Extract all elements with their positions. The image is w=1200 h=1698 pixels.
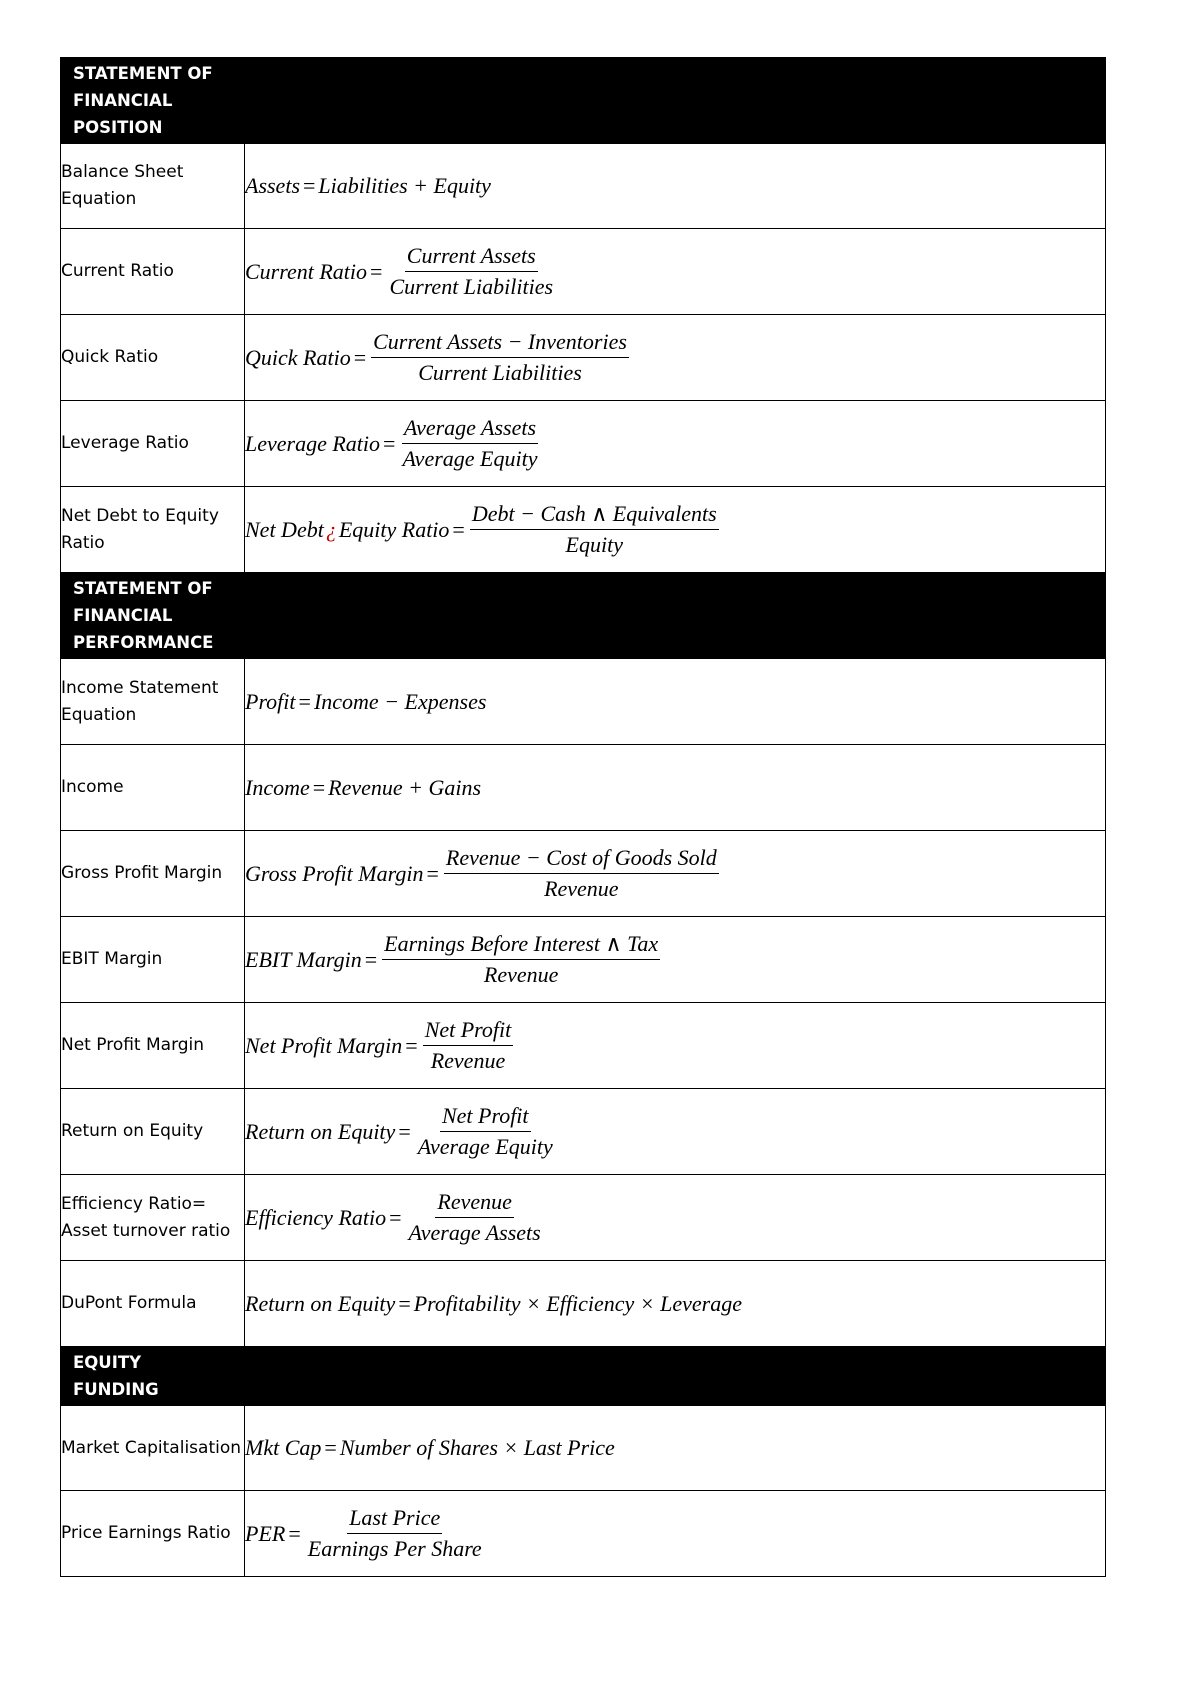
table-row	[61, 315, 1106, 401]
formula-lhs: Gross Profit Margin	[245, 860, 424, 886]
fraction	[423, 1016, 514, 1075]
formula	[245, 775, 481, 801]
numerator: Current Assets	[405, 242, 538, 272]
formula-rhs: Number of Shares × Last Price	[339, 1435, 615, 1460]
row-label: Leverage Ratio	[61, 433, 189, 453]
formula-lhs: PER	[245, 1520, 286, 1546]
equals-sign: =	[288, 1520, 301, 1546]
row-label: Efficiency Ratio= Asset turnover ratio	[61, 1193, 231, 1241]
table-row	[61, 229, 1106, 315]
equals-sign: =	[353, 344, 367, 370]
row-label: Net Debt to Equity Ratio	[61, 505, 219, 553]
formula-lhs: EBIT Margin	[245, 946, 362, 972]
formula-rhs: Income − Expenses	[313, 688, 487, 714]
numerator: Net Profit	[423, 1016, 514, 1046]
formula	[245, 500, 721, 559]
row-label: Gross Profit Margin	[61, 863, 223, 883]
formula	[245, 1188, 545, 1247]
section-title: STATEMENT OF FINANCIAL POSITION	[73, 64, 213, 137]
table-row	[61, 745, 1106, 831]
denominator: Equity	[565, 532, 623, 557]
formula-lhs: Return on Equity	[245, 1290, 396, 1316]
equals-sign: =	[383, 430, 396, 456]
table-row	[61, 401, 1106, 487]
fraction	[444, 844, 719, 903]
formula	[245, 930, 662, 989]
table-row	[61, 1003, 1106, 1089]
numerator: Current Assets − Inventories	[371, 328, 629, 358]
fraction	[306, 1504, 484, 1563]
row-label: Quick Ratio	[61, 347, 159, 367]
formula-lhs: Leverage Ratio	[245, 430, 381, 456]
formula-lhs: Profit	[245, 688, 296, 714]
formula-lhs: Efficiency Ratio	[245, 1204, 387, 1230]
row-label: Balance Sheet Equation	[61, 162, 184, 209]
row-label: EBIT Margin	[61, 949, 163, 969]
formula	[245, 173, 491, 199]
equals-sign: =	[389, 1204, 402, 1230]
formula	[245, 689, 486, 715]
row-label: Current Ratio	[61, 261, 174, 281]
formula	[245, 242, 557, 301]
equals-sign: =	[298, 688, 311, 714]
denominator: Average Equity	[417, 1134, 553, 1159]
numerator: Revenue	[435, 1188, 514, 1218]
equals-sign: =	[398, 1118, 411, 1144]
equals-sign: =	[370, 258, 383, 284]
section-header-financial-position	[61, 58, 1106, 144]
denominator: Average Assets	[408, 1220, 541, 1245]
table-row	[61, 831, 1106, 917]
formula-lhs: Return on Equity	[245, 1118, 396, 1144]
formula	[245, 1504, 486, 1563]
formula-lhs: Assets	[245, 173, 300, 198]
table-row	[61, 144, 1106, 229]
formula-lhs-continued: Equity Ratio	[338, 516, 450, 542]
formula-rhs: Profitability × Efficiency × Leverage	[413, 1290, 742, 1316]
row-label: Return on Equity	[61, 1121, 204, 1141]
formula	[245, 1016, 515, 1075]
formula	[245, 1102, 557, 1161]
equals-sign: =	[324, 1435, 337, 1460]
formula-lhs: Net Debt	[245, 516, 324, 542]
row-label: DuPont Formula	[61, 1293, 197, 1313]
equals-sign: =	[426, 860, 439, 886]
table-row	[61, 1089, 1106, 1175]
denominator: Current Liabilities	[418, 360, 582, 385]
table-row	[61, 659, 1106, 745]
row-label: Income Statement Equation	[61, 677, 219, 725]
formula-lhs: Current Ratio	[245, 258, 368, 284]
section-title: EQUITY FUNDING	[73, 1353, 159, 1399]
formula-lhs: Quick Ratio	[245, 344, 351, 370]
numerator: Earnings Before Interest ∧ Tax	[382, 930, 660, 960]
fraction	[371, 328, 629, 387]
fraction	[407, 1188, 543, 1247]
equals-sign: =	[364, 946, 378, 972]
row-label: Income	[61, 777, 124, 797]
numerator: Revenue − Cost of Goods Sold	[444, 844, 719, 874]
table-row	[61, 1175, 1106, 1261]
equals-sign: =	[452, 516, 465, 542]
numerator: Last Price	[347, 1504, 442, 1534]
table-row	[61, 917, 1106, 1003]
section-title: STATEMENT OF FINANCIAL PERFORMANCE	[73, 579, 214, 652]
section-header-equity-funding	[61, 1347, 1106, 1406]
formula	[245, 1435, 615, 1461]
table-row	[61, 1406, 1106, 1491]
table-row	[61, 487, 1106, 573]
table-row	[61, 1261, 1106, 1347]
formula	[245, 414, 541, 473]
table-row	[61, 1491, 1106, 1577]
denominator: Current Liabilities	[389, 274, 554, 299]
numerator: Net Profit	[440, 1102, 531, 1132]
formula-lhs: Income	[245, 774, 310, 800]
row-label: Market Capitalisation	[61, 1437, 242, 1458]
fraction	[387, 242, 555, 301]
denominator: Earnings Per Share	[307, 1536, 482, 1561]
denominator: Average Equity	[402, 446, 538, 471]
numerator: Average Assets	[402, 414, 538, 444]
formula	[245, 328, 631, 387]
formula-lhs: Net Profit Margin	[245, 1032, 403, 1058]
fraction	[416, 1102, 555, 1161]
formula-table	[60, 57, 1106, 1577]
formula	[245, 1291, 742, 1317]
fraction	[400, 414, 539, 473]
formula	[245, 844, 721, 903]
denominator: Revenue	[430, 1048, 506, 1073]
fraction	[382, 930, 660, 989]
equals-sign: =	[312, 774, 326, 800]
formula-rhs: Revenue + Gains	[328, 774, 482, 800]
equals-sign: =	[303, 173, 316, 198]
denominator: Revenue	[483, 962, 559, 987]
equals-sign: =	[398, 1290, 411, 1316]
denominator: Revenue	[544, 876, 619, 901]
section-header-financial-performance	[61, 573, 1106, 659]
inverted-question-mark-glyph: ¿	[325, 516, 337, 542]
formula-sheet	[60, 57, 1105, 1577]
row-label: Net Profit Margin	[61, 1035, 205, 1055]
formula-lhs: Mkt Cap	[245, 1435, 322, 1460]
fraction	[470, 500, 719, 559]
formula-rhs: Liabilities + Equity	[318, 173, 491, 198]
numerator: Debt − Cash ∧ Equivalents	[470, 500, 719, 530]
equals-sign: =	[405, 1032, 418, 1058]
row-label: Price Earnings Ratio	[61, 1523, 231, 1543]
